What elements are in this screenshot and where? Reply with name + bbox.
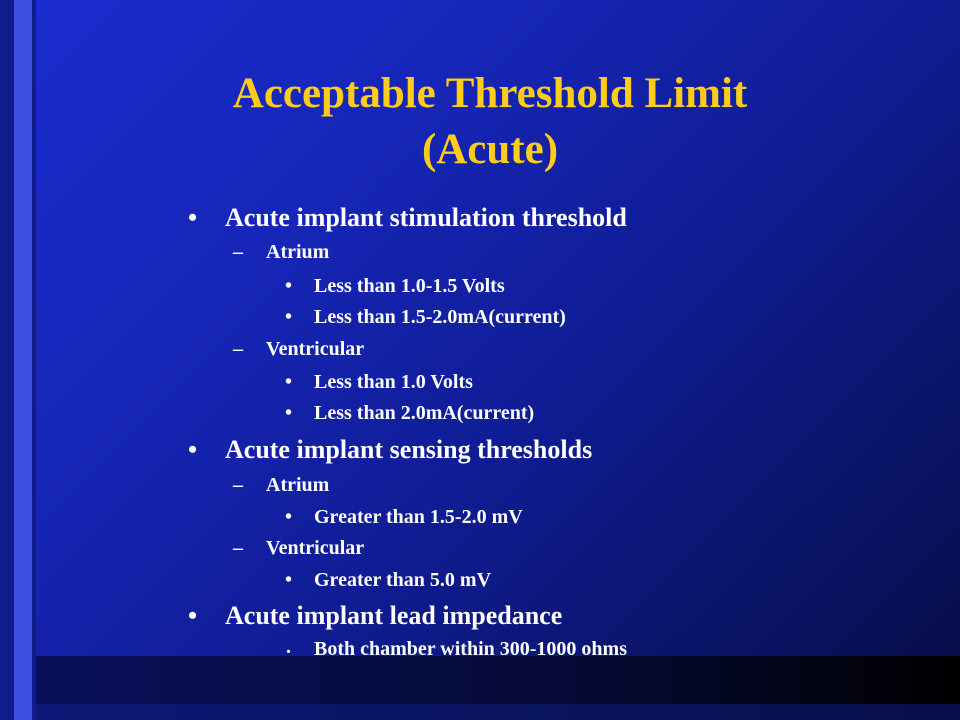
bullet-marker: • <box>188 435 198 464</box>
sub-bullet-marker: • <box>285 275 293 297</box>
impedance-note: Both chamber within 300-1000 ohms <box>314 638 627 660</box>
sub-bullet-marker: • <box>285 306 293 328</box>
dash-marker: – <box>233 338 243 360</box>
note-marker: . <box>286 636 291 658</box>
list-item: Less than 1.0-1.5 Volts <box>314 275 505 297</box>
dash-marker: – <box>233 241 243 263</box>
bullet-marker: • <box>188 601 198 630</box>
list-item: Less than 1.0 Volts <box>314 371 473 393</box>
sub-bullet-marker: • <box>285 569 293 591</box>
sub-bullet-marker: • <box>285 402 293 424</box>
list-item: Greater than 5.0 mV <box>314 569 492 591</box>
section-sensing-thresholds: Acute implant sensing thresholds <box>225 435 593 464</box>
section-stimulation-threshold: Acute implant stimulation threshold <box>225 203 627 232</box>
title-line-1: Acceptable Threshold Limit <box>232 70 748 117</box>
list-item: Greater than 1.5-2.0 mV <box>314 506 523 528</box>
group-atrium: Atrium <box>266 474 330 496</box>
list-item: Less than 2.0mA(current) <box>314 402 535 424</box>
dash-marker: – <box>233 474 243 496</box>
group-ventricular: Ventricular <box>266 338 365 360</box>
title-line-2: (Acute) <box>421 126 559 173</box>
list-item: Less than 1.5-2.0mA(current) <box>314 306 566 328</box>
section-lead-impedance: Acute implant lead impedance <box>225 601 563 630</box>
sub-bullet-marker: • <box>285 506 293 528</box>
sub-bullet-marker: • <box>285 371 293 393</box>
bullet-marker: • <box>188 203 198 232</box>
group-atrium: Atrium <box>266 241 330 263</box>
group-ventricular: Ventricular <box>266 537 365 559</box>
dash-marker: – <box>233 537 243 559</box>
